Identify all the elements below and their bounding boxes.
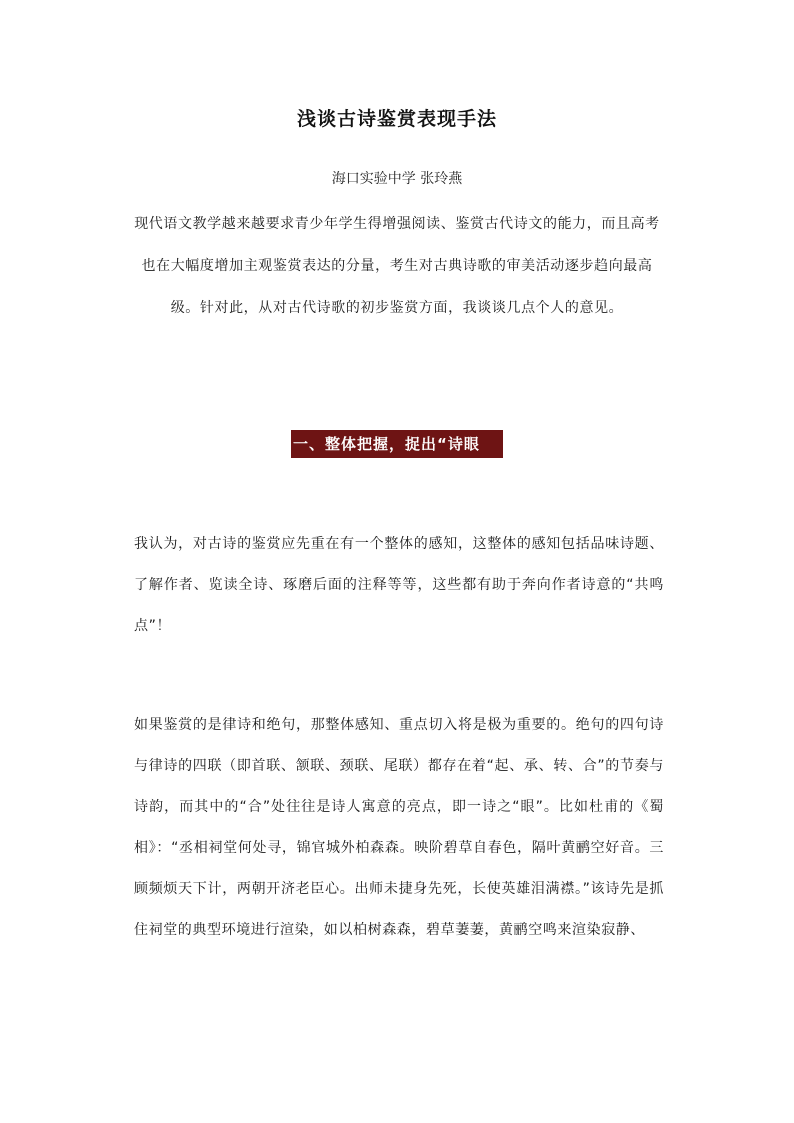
page-title: 浅谈古诗鉴赏表现手法 — [296, 108, 497, 130]
body-paragraph-2: 如果鉴赏的是律诗和绝句，那整体感知、重点切入将是极为重要的。绝句的四句诗与律诗的四联（即首联、颔联、颈联、尾联）都存在着“起、承、转、合”的节奏与诗韵，而其中的“合”处往往是诗人寓意的亮点，即一诗之“眼”。比如杜甫的《蜀相》：“丞相祠堂何处寻，锦官城外柏森森。映阶碧草自春色，隔叶黄鹂空好音。三顾频烦天下计，两朝开济老臣心。出师未捷身先死，长使英雄泪满襟。”该诗先是抓住祠堂的典型环境进行渲染，如以柏树森森，碧草萋萋，黄鹂空鸣来渲染寂静、 — [134, 717, 664, 938]
author-line: 海口实验中学 张玲燕 — [331, 171, 463, 187]
section-heading: 一、整体把握，捉出“诗眼 — [291, 430, 503, 458]
intro-paragraph: 现代语文教学越来越要求青少年学生得增强阅读、鉴赏古代诗文的能力，而且高考也在大幅度增加主观鉴赏表达的分量，考生对古典诗歌的审美活动逐步趋向最高级。针对此，从对古代诗歌的初步鉴赏方面，我谈谈几点个人的意见。 — [134, 216, 660, 316]
body-paragraph-1: 我认为，对古诗的鉴赏应先重在有一个整体的感知，这整体的感知包括品味诗题、了解作者、览读全诗、琢磨后面的注释等等，这些都有助于奔向作者诗意的“共鸣点”！ — [134, 536, 664, 634]
section-heading-container — [0, 430, 794, 462]
